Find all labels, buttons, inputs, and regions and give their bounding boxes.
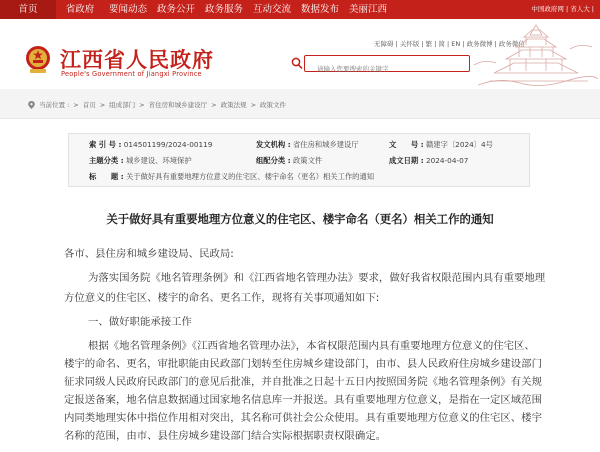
meta-date	[389, 156, 468, 165]
article-paragraph-line: 为落实国务院《地名管理条例》和《江西省地名管理办法》要求，做好我省权限范围内具有重要地理	[88, 272, 546, 284]
breadcrumb-separator: >	[73, 100, 79, 109]
article-paragraph-line: 楼宇的命名、更名，审批职能由民政部门划转至住房城乡建设部门，由市、县人民政府住房城乡建设部门	[64, 358, 542, 370]
meta-index	[89, 140, 212, 149]
nav-services[interactable]: 政务服务	[204, 4, 243, 15]
meta-index-value: 014501199/2024-00119	[123, 140, 213, 149]
nav-home[interactable]: 首页	[0, 0, 56, 19]
meta-form-label: 组配分类 :	[256, 156, 291, 165]
breadcrumb-separator: >	[250, 100, 257, 109]
meta-docno-label: 文 号 :	[389, 140, 424, 149]
nav-public-affairs[interactable]: 政务公开	[156, 4, 195, 15]
search-icon[interactable]	[291, 57, 303, 70]
nav-interaction[interactable]: 互动交流	[252, 4, 291, 15]
site-title[interactable]: 江西省人民政府	[60, 47, 214, 72]
article-paragraph-line: 内同类地理实体中指位作用相对突出，其名称可供社会公众使用。具有重要地理方位意义的住宅区、楼宇	[64, 412, 542, 424]
meta-issuer-value: 省住房和城乡建设厅	[292, 140, 359, 149]
breadcrumb-policies[interactable]: 政策法规	[220, 101, 247, 109]
meta-topic-value: 城乡建设、环境保护	[125, 156, 192, 165]
article-paragraph-line: 根据《地名管理条例》《江西省地名管理办法》，本省权限范围内具有重要地理方位意义的住宅区、	[88, 340, 535, 352]
site-subtitle: People's Government of Jiangxi Province	[61, 70, 202, 78]
article-paragraph-line: 征求同级人民政府民政部门的意见后批准，并自批准之日起十五日内按照国务院《地名管理条例》有关规	[64, 376, 542, 388]
meta-subject	[89, 172, 374, 181]
breadcrumb-home[interactable]: 首页	[82, 101, 96, 109]
header-links[interactable]: 无障碍 | 关怀版 | 繁 | 简 | EN | 政务微博 | 政务微信	[374, 40, 525, 48]
breadcrumb-departments[interactable]: 组成部门	[109, 101, 136, 109]
meta-docno	[389, 140, 493, 149]
meta-topic-label: 主题分类 :	[89, 156, 124, 165]
article-paragraph-line: 名称的范围，由市、县住房城乡建设部门结合实际根据职责权限确定。	[64, 430, 387, 442]
breadcrumb-housing-dept[interactable]: 省住房和城乡建设厅	[148, 101, 208, 109]
breadcrumb-separator: >	[139, 100, 145, 109]
article-paragraph-line: 方位意义的住宅区、楼宇的命名、更名工作，现将有关事项通知如下:	[64, 292, 380, 304]
top-nav-bar	[0, 0, 600, 19]
meta-topic	[89, 156, 192, 165]
nav-data[interactable]: 数据发布	[300, 4, 339, 15]
site-header	[0, 19, 600, 89]
search-box	[304, 55, 470, 72]
nav-provincial-gov[interactable]: 省政府	[65, 4, 95, 15]
nav-beautiful-jiangxi[interactable]: 美丽江西	[348, 4, 387, 15]
search-input[interactable]	[317, 62, 467, 77]
article-paragraph-line: 定报送备案，地名信息数据通过国家地名信息库一并报送。具有重要地理方位意义，是指在一定区域范围	[64, 394, 542, 406]
breadcrumb	[28, 100, 286, 109]
article-section-heading: 一、做好职能承接工作	[88, 316, 192, 328]
meta-subject-value: 关于做好具有重要地理方位意义的住宅区、楼宇命名（更名）相关工作的通知	[125, 172, 375, 181]
top-nav-items	[0, 0, 392, 19]
meta-issuer	[256, 140, 359, 149]
meta-docno-value: 赣建字〔2024〕4号	[425, 140, 493, 149]
location-pin-icon	[28, 101, 35, 109]
breadcrumb-label: 当前位置 :	[39, 101, 70, 109]
meta-form-value: 政策文件	[292, 156, 323, 165]
meta-index-label: 索 引 号 :	[89, 140, 122, 149]
breadcrumb-separator: >	[99, 100, 106, 109]
nav-news[interactable]: 要闻动态	[108, 4, 147, 15]
breadcrumb-policy-files[interactable]: 政策文件	[260, 101, 287, 109]
top-right-links[interactable]: 中国政府网 | 省人大 |	[531, 5, 594, 13]
meta-form	[256, 156, 322, 165]
article-salutation: 各市、县住房和城乡建设局、民政局:	[64, 248, 234, 260]
breadcrumb-separator: >	[211, 100, 217, 109]
meta-issuer-label: 发文机构 :	[256, 140, 291, 149]
document-metadata	[68, 133, 530, 187]
meta-subject-label: 标 题 :	[89, 172, 124, 181]
national-emblem-icon	[24, 45, 52, 75]
meta-date-label: 成文日期 :	[389, 156, 424, 165]
article-title: 关于做好具有重要地理方位意义的住宅区、楼宇命名（更名）相关工作的通知	[106, 212, 494, 226]
pavilion-illustration	[470, 19, 600, 89]
meta-date-value: 2024-04-07	[425, 156, 469, 165]
